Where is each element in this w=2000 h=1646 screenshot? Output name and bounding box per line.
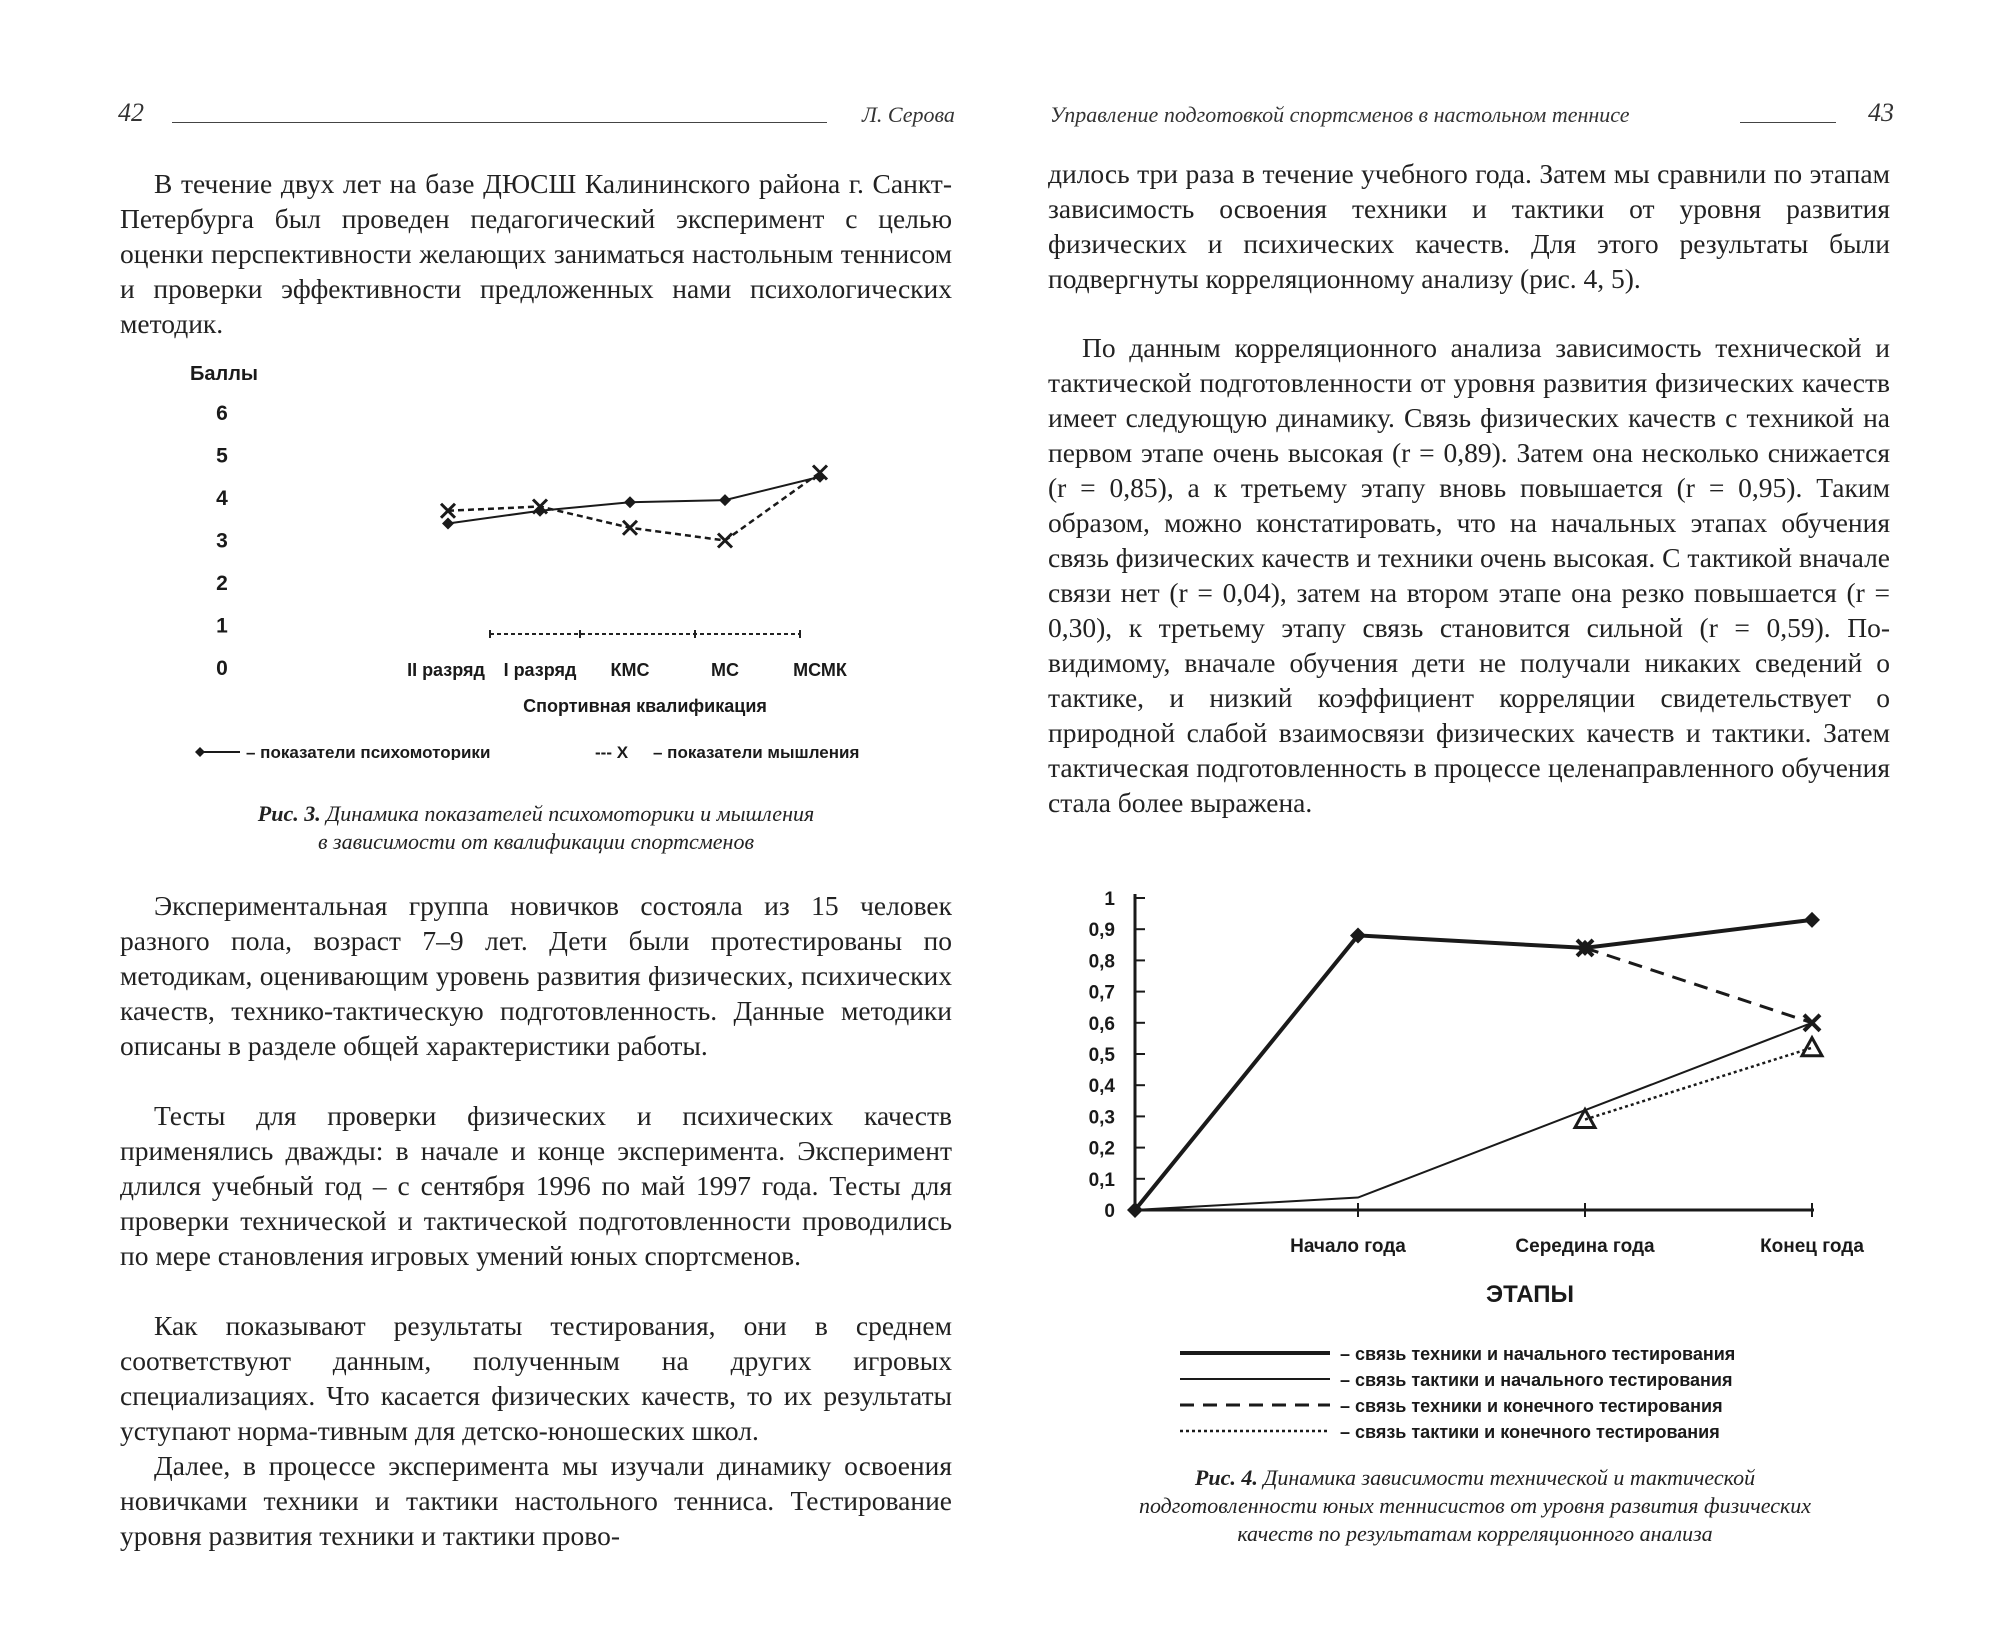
figure4-caption-line2: подготовленности юных теннисистов от уровня развития физических: [1138, 1493, 1812, 1518]
legend-tact-final-label: – связь тактики и конечного тестирования: [1340, 1422, 1720, 1442]
x-tick-label: МС: [711, 660, 739, 680]
legend-tech-initial-label: – связь техники и начального тестирования: [1340, 1344, 1736, 1364]
series-tech-initial-line: [1135, 920, 1812, 1210]
intro-paragraph: В течение двух лет на базе ДЮСШ Калининского района г. Санкт-Петербурга был проведен педагогический эксперимент с целью оценки перспективности желающих заниматься настольным теннисом и проверки эффективности предложенных нами психологических методик.: [120, 168, 952, 339]
figure4-caption: [1040, 1464, 1910, 1548]
figure3-chart: [160, 360, 920, 760]
right-paragraph-1: дилось три раза в течение учебного года. Затем мы сравнили по этапам зависимость освоения техники и тактики от уровня развития физических и психических качеств. Для этого результаты были подвергнуты корреляционному анализу (рис. 4, 5).: [1048, 158, 1890, 294]
y-tick-label: 3: [216, 529, 228, 553]
body-paragraph-4: Далее, в процессе эксперимента мы изучали динамику освоения новичками техники и тактики настольного тенниса. Тестирование уровня развития техники и тактики прово-: [120, 1450, 952, 1551]
x-axis-label: ЭТАПЫ: [1486, 1281, 1574, 1308]
figure4-chart: [1040, 890, 1920, 1460]
y-tick-label: 0,1: [1088, 1169, 1115, 1191]
x-tick-label: Середина года: [1515, 1236, 1655, 1257]
figure4-caption-line3: качеств по результатам корреляционного анализа: [1237, 1521, 1713, 1546]
right-page: [1000, 0, 2000, 1646]
legend-tech-final-label: – связь техники и конечного тестирования: [1340, 1396, 1723, 1416]
y-tick-label: 1: [216, 614, 228, 638]
y-tick-label: 0,2: [1088, 1138, 1115, 1160]
y-tick-label: 0,7: [1088, 982, 1115, 1004]
y-tick-label: 6: [216, 402, 228, 425]
y-tick-label: 0,9: [1088, 920, 1115, 942]
x-tick-label: МСМК: [793, 660, 847, 680]
figure3-caption-line2: в зависимости от квалификации спортсменов: [317, 829, 755, 854]
body-paragraph-1: Экспериментальная группа новичков состояла из 15 человек разного пола, возраст 7–9 лет. Дети были протестированы по методикам, оценивающим уровень развития физических, психических качеств, технико-тактическую подготовленность. Данные методики описаны в разделе общей характеристики работы.: [120, 890, 952, 1061]
series-tech-initial-point: [1804, 912, 1820, 928]
series-tact-initial-line: [1135, 1023, 1812, 1210]
y-tick-label: 0,8: [1088, 951, 1115, 973]
y-tick-label: 1: [1104, 890, 1115, 910]
y-tick-label: 4: [216, 487, 228, 510]
series-psychomotor-point: [719, 494, 731, 506]
legend-tact-initial-label: – связь тактики и начального тестирования: [1340, 1370, 1733, 1390]
y-tick-label: 0,5: [1088, 1045, 1115, 1066]
legend-psychomotor-label: – показатели психомоторики: [246, 743, 491, 760]
series-tech-final-point: [1804, 1015, 1820, 1031]
series-psychomotor-line: [448, 477, 820, 524]
y-tick-label: 0,3: [1088, 1107, 1115, 1129]
y-tick-label: 0,4: [1088, 1076, 1115, 1098]
body-paragraph-3: Как показывают результаты тестирования, они в среднем соответствуют данным, полученным на других игровых специализациях. Что касается физических качеств, то их результаты уступают норма-тивным для детско-юношеских школ.: [120, 1310, 952, 1446]
right-running-head: [1000, 98, 2000, 138]
figure3-caption-line1: Динамика показателей психомоторики и мышления: [326, 801, 815, 826]
x-tick-label: Конец года: [1760, 1236, 1864, 1257]
x-tick-label: Начало года: [1290, 1236, 1406, 1257]
y-tick-label: 0: [216, 657, 228, 680]
author-name: Л. Серова: [862, 102, 955, 127]
series-psychomotor-point: [442, 518, 454, 530]
figure4-caption-label: Рис. 4.: [1194, 1465, 1258, 1490]
right-paragraph-2: По данным корреляционного анализа зависимость технической и тактической подготовленности от уровня развития физических качеств имеет следующую динамику. Связь физических качеств с техникой на первом этапе очень высокая (r = 0,89). Затем она несколько снижается (r = 0,85), а к третьему этапу вновь повышается (r = 0,95). Таким образом, можно констатировать, что на начальных этапах обучения связь физических качеств и техники очень высокая. С тактикой вначале связи нет (r = 0,04), затем на втором этапе она резко повышается (r = 0,30), к третьему этапу связь становится сильной (r = 0,59). По-видимому, вначале обучения дети не получали никаких сведений о тактике, и низкий коэффициент корреляции свидетельствует о природной слабой взаимосвязи физических качеств и тактики. Затем тактическая подготовленность в процессе целенаправленного обучения стала более выражена.: [1048, 332, 1890, 818]
figure4-caption-line1: Динамика зависимости технической и тактической: [1263, 1465, 1756, 1490]
legend-thinking-prefix: --- X: [595, 743, 629, 760]
y-tick-label: 5: [216, 444, 228, 468]
x-tick-label: КМС: [610, 660, 650, 680]
figure3-caption: [120, 800, 952, 856]
running-title: Управление подготовкой спортсменов в настольном теннисе: [1050, 102, 1630, 127]
header-rule: [172, 122, 827, 123]
body-paragraph-2: Тесты для проверки физических и психических качеств применялись дважды: в начале и конце эксперимента. Эксперимент длился учебный год – с сентября 1996 по май 1997 года. Тесты для проверки технической и тактической подготовленности проводились по мере становления игровых умений юных спортсменов.: [120, 1100, 952, 1271]
page-number-right: 43: [1868, 98, 1894, 127]
page-number-left: 42: [118, 98, 144, 127]
header-rule-right: [1740, 122, 1836, 123]
series-tact-final-line: [1585, 1048, 1812, 1120]
x-axis-label: Спортивная квалификация: [523, 696, 767, 716]
series-psychomotor-point: [624, 496, 636, 508]
y-tick-label: 0,6: [1088, 1013, 1115, 1035]
left-running-head: [0, 98, 1000, 138]
y-axis-label: Баллы: [190, 363, 258, 385]
y-tick-label: 2: [216, 572, 228, 595]
figure3-caption-label: Рис. 3.: [257, 801, 321, 826]
x-tick-label: I разряд: [503, 660, 577, 680]
series-thinking-point: [623, 521, 637, 535]
x-tick-label: II разряд: [407, 660, 485, 680]
series-tech-final-line: [1585, 948, 1812, 1023]
y-tick-label: 0: [1104, 1201, 1115, 1222]
legend-thinking-label: – показатели мышления: [653, 743, 860, 760]
series-tact-final-point: [1802, 1038, 1822, 1056]
